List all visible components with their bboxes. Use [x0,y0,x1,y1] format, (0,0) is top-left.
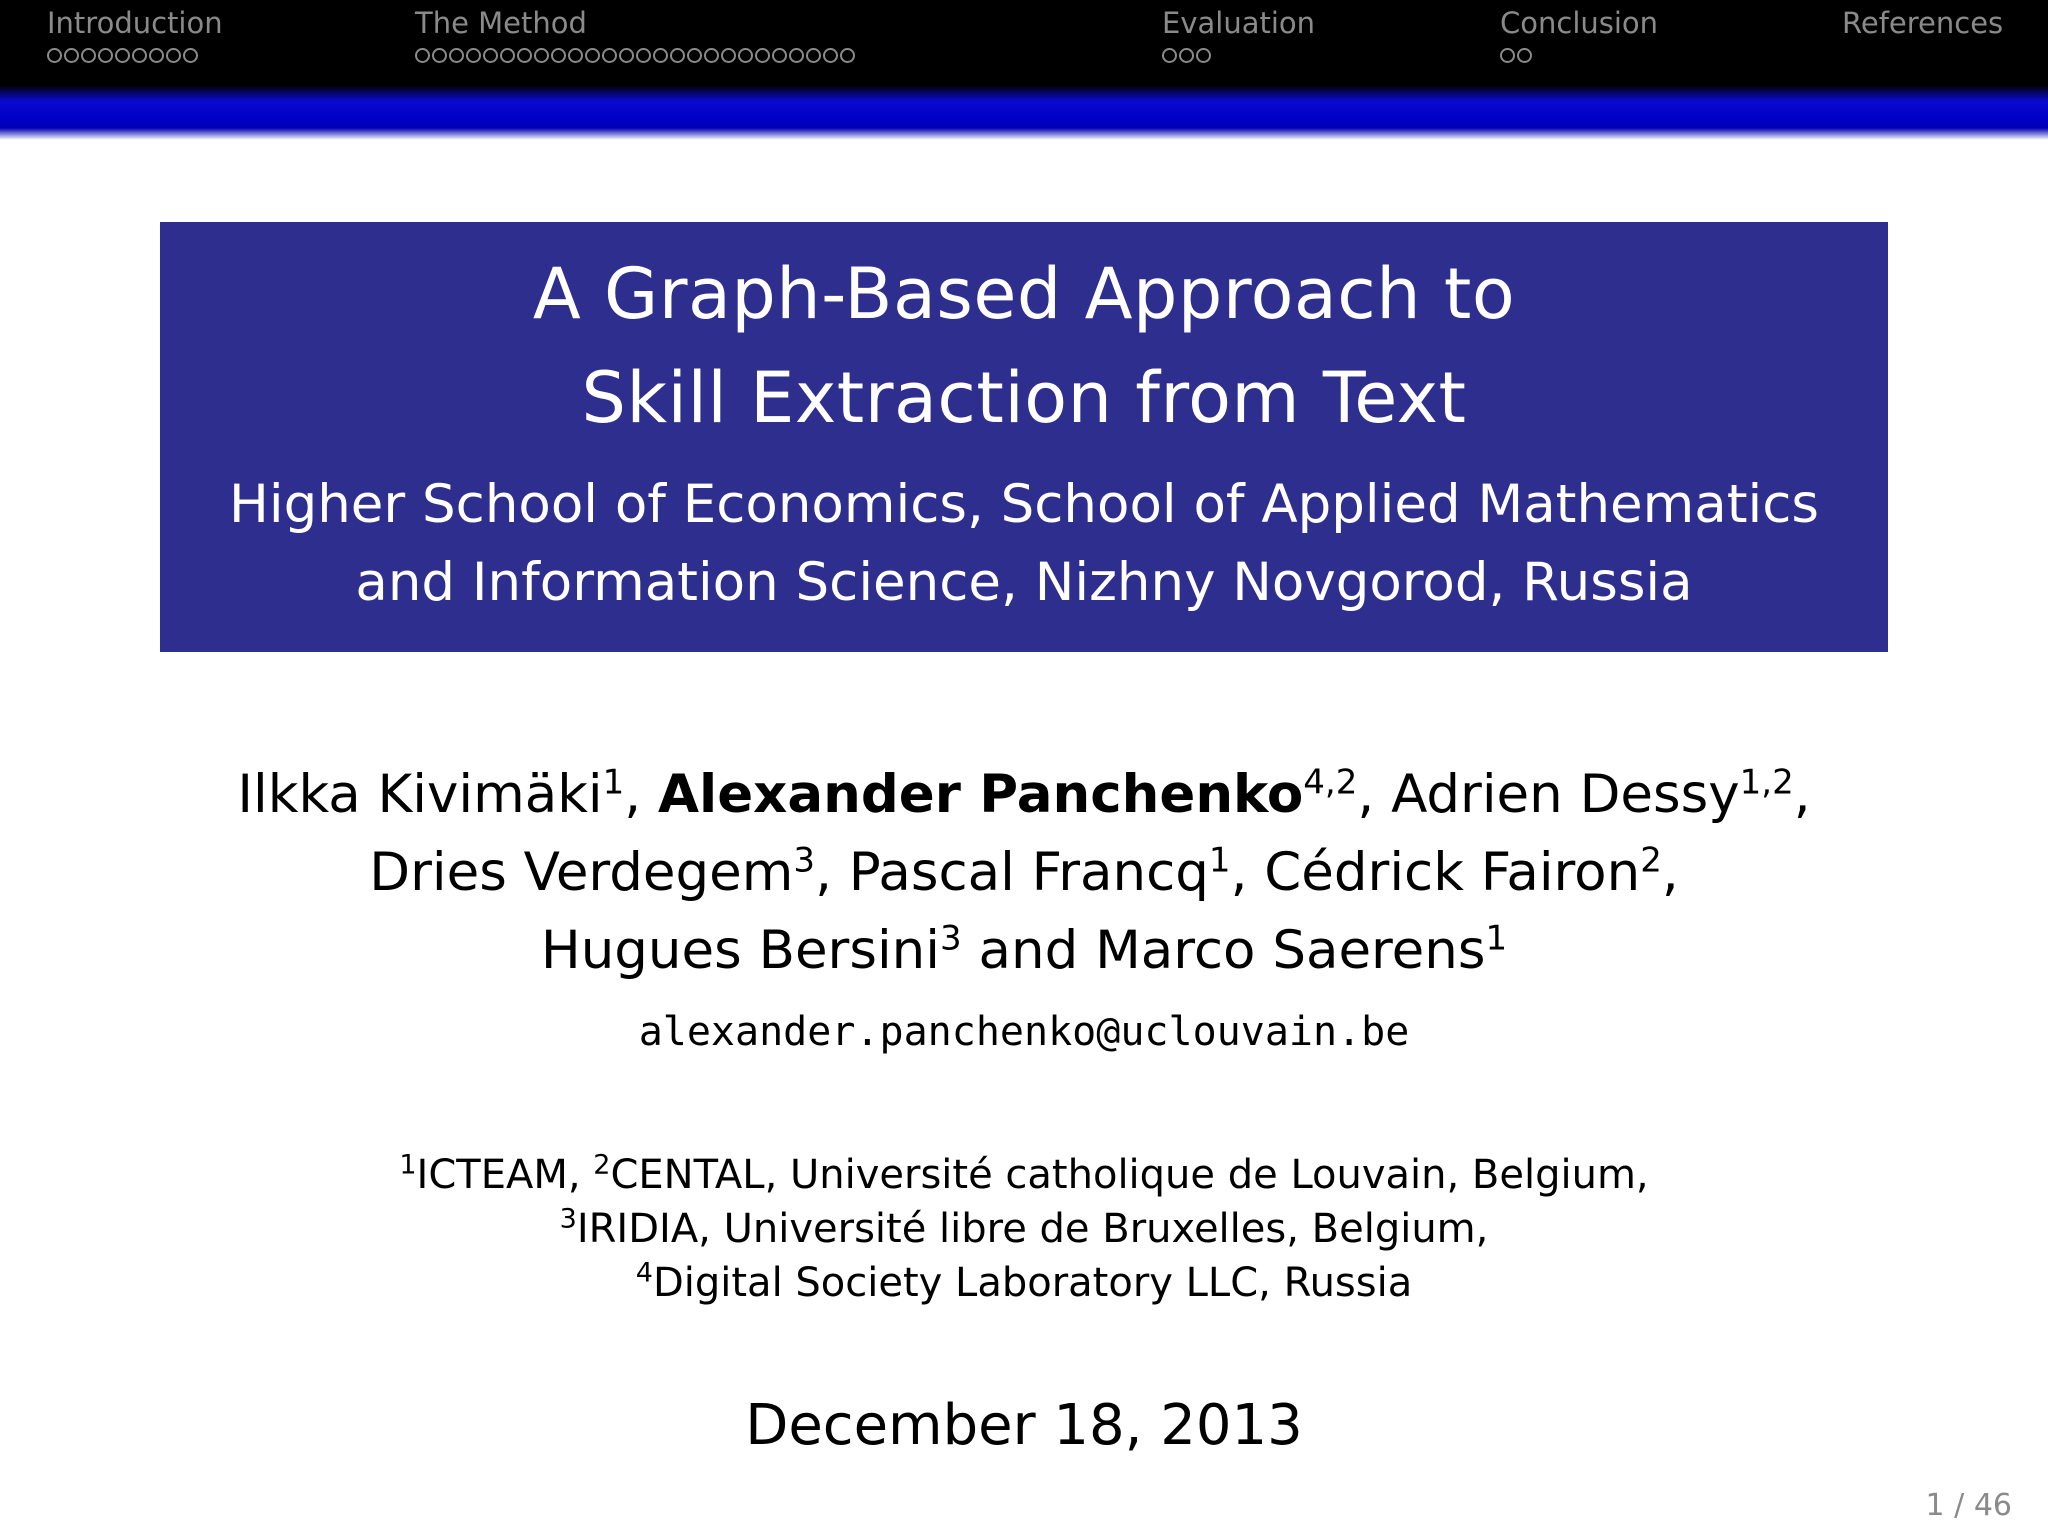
slide-nav-dot[interactable] [64,48,79,63]
author-name: Hugues Bersini [540,920,940,981]
nav-label-references[interactable]: References [1842,6,2004,40]
nav-label-conclusion[interactable]: Conclusion [1500,6,1659,40]
author-name-presenter: Alexander Panchenko [658,764,1304,825]
slide-nav-dot[interactable] [772,48,787,63]
slide-nav-dot[interactable] [755,48,770,63]
author-name: Adrien Dessy [1391,764,1740,825]
slide-nav-dot[interactable] [823,48,838,63]
nav-label-introduction[interactable]: Introduction [47,6,223,40]
header-gradient-band [0,80,2048,140]
slide-nav-dot[interactable] [98,48,113,63]
slide-nav-dot[interactable] [466,48,481,63]
slide-nav-dot[interactable] [602,48,617,63]
slide-nav-dot[interactable] [1162,48,1177,63]
author-affiliation-mark: 1 [1208,840,1231,881]
title-line-1: A Graph-Based Approach to [532,253,1516,335]
slide-nav-dot[interactable] [183,48,198,63]
slide-nav-dot[interactable] [115,48,130,63]
title-line-2: Skill Extraction from Text [581,357,1467,439]
nav-label-the-method[interactable]: The Method [415,6,587,40]
slide-nav-dot[interactable] [653,48,668,63]
slide-nav-dot[interactable] [166,48,181,63]
nav-dots-evaluation [1162,48,1315,63]
nav-dots-the-method [415,48,855,63]
separator: , [1357,764,1375,825]
nav-section-the-method[interactable] [415,6,855,63]
affiliation-number: 4 [635,1257,653,1289]
slide-nav-dot[interactable] [449,48,464,63]
slide-nav-dot[interactable] [500,48,515,63]
slide-nav-dot[interactable] [806,48,821,63]
nav-section-references[interactable] [1842,6,2003,48]
nav-section-evaluation[interactable] [1162,6,1315,63]
affiliation-number: 2 [593,1149,611,1181]
nav-section-conclusion[interactable] [1500,6,1658,63]
conjunction: and [978,920,1079,981]
slide-nav-dot[interactable] [517,48,532,63]
author-line-2 [0,834,2048,912]
affiliation-line-3 [0,1256,2048,1310]
nav-dots-introduction [47,48,223,63]
slide-nav-dot[interactable] [619,48,634,63]
affiliation-text: IRIDIA, Université libre de Bruxelles, Belgium, [576,1206,1489,1252]
slide-nav-dot[interactable] [568,48,583,63]
author-affiliation-mark: 1,2 [1739,762,1794,803]
slide-nav-dot[interactable] [670,48,685,63]
affiliation-text: ICTEAM, [416,1152,581,1198]
nav-dots-conclusion [1500,48,1658,63]
affiliation-number: 3 [559,1203,577,1235]
author-name: Dries Verdegem [369,842,794,903]
slide-nav-dot[interactable] [1179,48,1194,63]
slide-nav-dot[interactable] [704,48,719,63]
slide-nav-dot[interactable] [81,48,96,63]
slide-nav-dot[interactable] [840,48,855,63]
separator: , [624,764,642,825]
separator: , [1793,764,1811,825]
slide-nav-dot[interactable] [534,48,549,63]
affiliation-text: CENTAL, Université catholique de Louvain, Belgium, [610,1152,1649,1198]
slide-nav-dot[interactable] [47,48,62,63]
affiliations [0,1148,2048,1310]
presentation-date: December 18, 2013 [745,1393,1303,1458]
author-line-3 [0,912,2048,990]
author-name: Marco Saerens [1095,920,1486,981]
nav-label-evaluation[interactable]: Evaluation [1162,6,1316,40]
author-list [0,756,2048,990]
subtitle-line-2: and Information Science, Nizhny Novgorod, Russia [355,552,1693,613]
slide-nav-dot[interactable] [483,48,498,63]
affiliation-number: 1 [399,1149,417,1181]
separator: , [815,842,832,903]
slide-nav-dot[interactable] [432,48,447,63]
author-affiliation-mark: 3 [793,840,816,881]
author-name: Ilkka Kivimäki [237,764,603,825]
author-line-1 [0,756,2048,834]
slide-nav-dot[interactable] [415,48,430,63]
author-name: Cédrick Fairon [1264,842,1641,903]
slide-nav-dot[interactable] [132,48,147,63]
author-affiliation-mark: 1 [1485,918,1508,959]
slide-nav-dot[interactable] [149,48,164,63]
separator: , [1230,842,1248,903]
affiliation-line-1 [0,1148,2048,1202]
slide-nav-dot[interactable] [585,48,600,63]
slide-nav-dot[interactable] [789,48,804,63]
author-affiliation-mark: 2 [1640,840,1662,881]
slide-nav-dot[interactable] [1196,48,1211,63]
slide-nav-dot[interactable] [738,48,753,63]
separator: , [1661,842,1679,903]
slide-nav-dot[interactable] [551,48,566,63]
slide-nav-dot[interactable] [687,48,702,63]
slide-nav-dot[interactable] [1500,48,1515,63]
author-name: Pascal Francq [848,842,1209,903]
title-block [160,222,1888,652]
section-navigation-bar [0,0,2048,92]
author-affiliation-mark: 4,2 [1303,762,1358,803]
contact-email[interactable]: alexander.panchenko@uclouvain.be [638,1009,1410,1055]
nav-section-introduction[interactable] [47,6,223,63]
affiliation-text: Digital Society Laboratory LLC, Russia [652,1260,1413,1306]
affiliation-line-2 [0,1202,2048,1256]
subtitle-line-1: Higher School of Economics, School of Applied Mathematics [228,474,1820,535]
slide-nav-dot[interactable] [636,48,651,63]
slide-nav-dot[interactable] [1517,48,1532,63]
slide-nav-dot[interactable] [721,48,736,63]
slide-page-number: 1 / 46 [1925,1488,2012,1523]
author-affiliation-mark: 1 [602,762,625,803]
author-affiliation-mark: 3 [940,918,962,959]
